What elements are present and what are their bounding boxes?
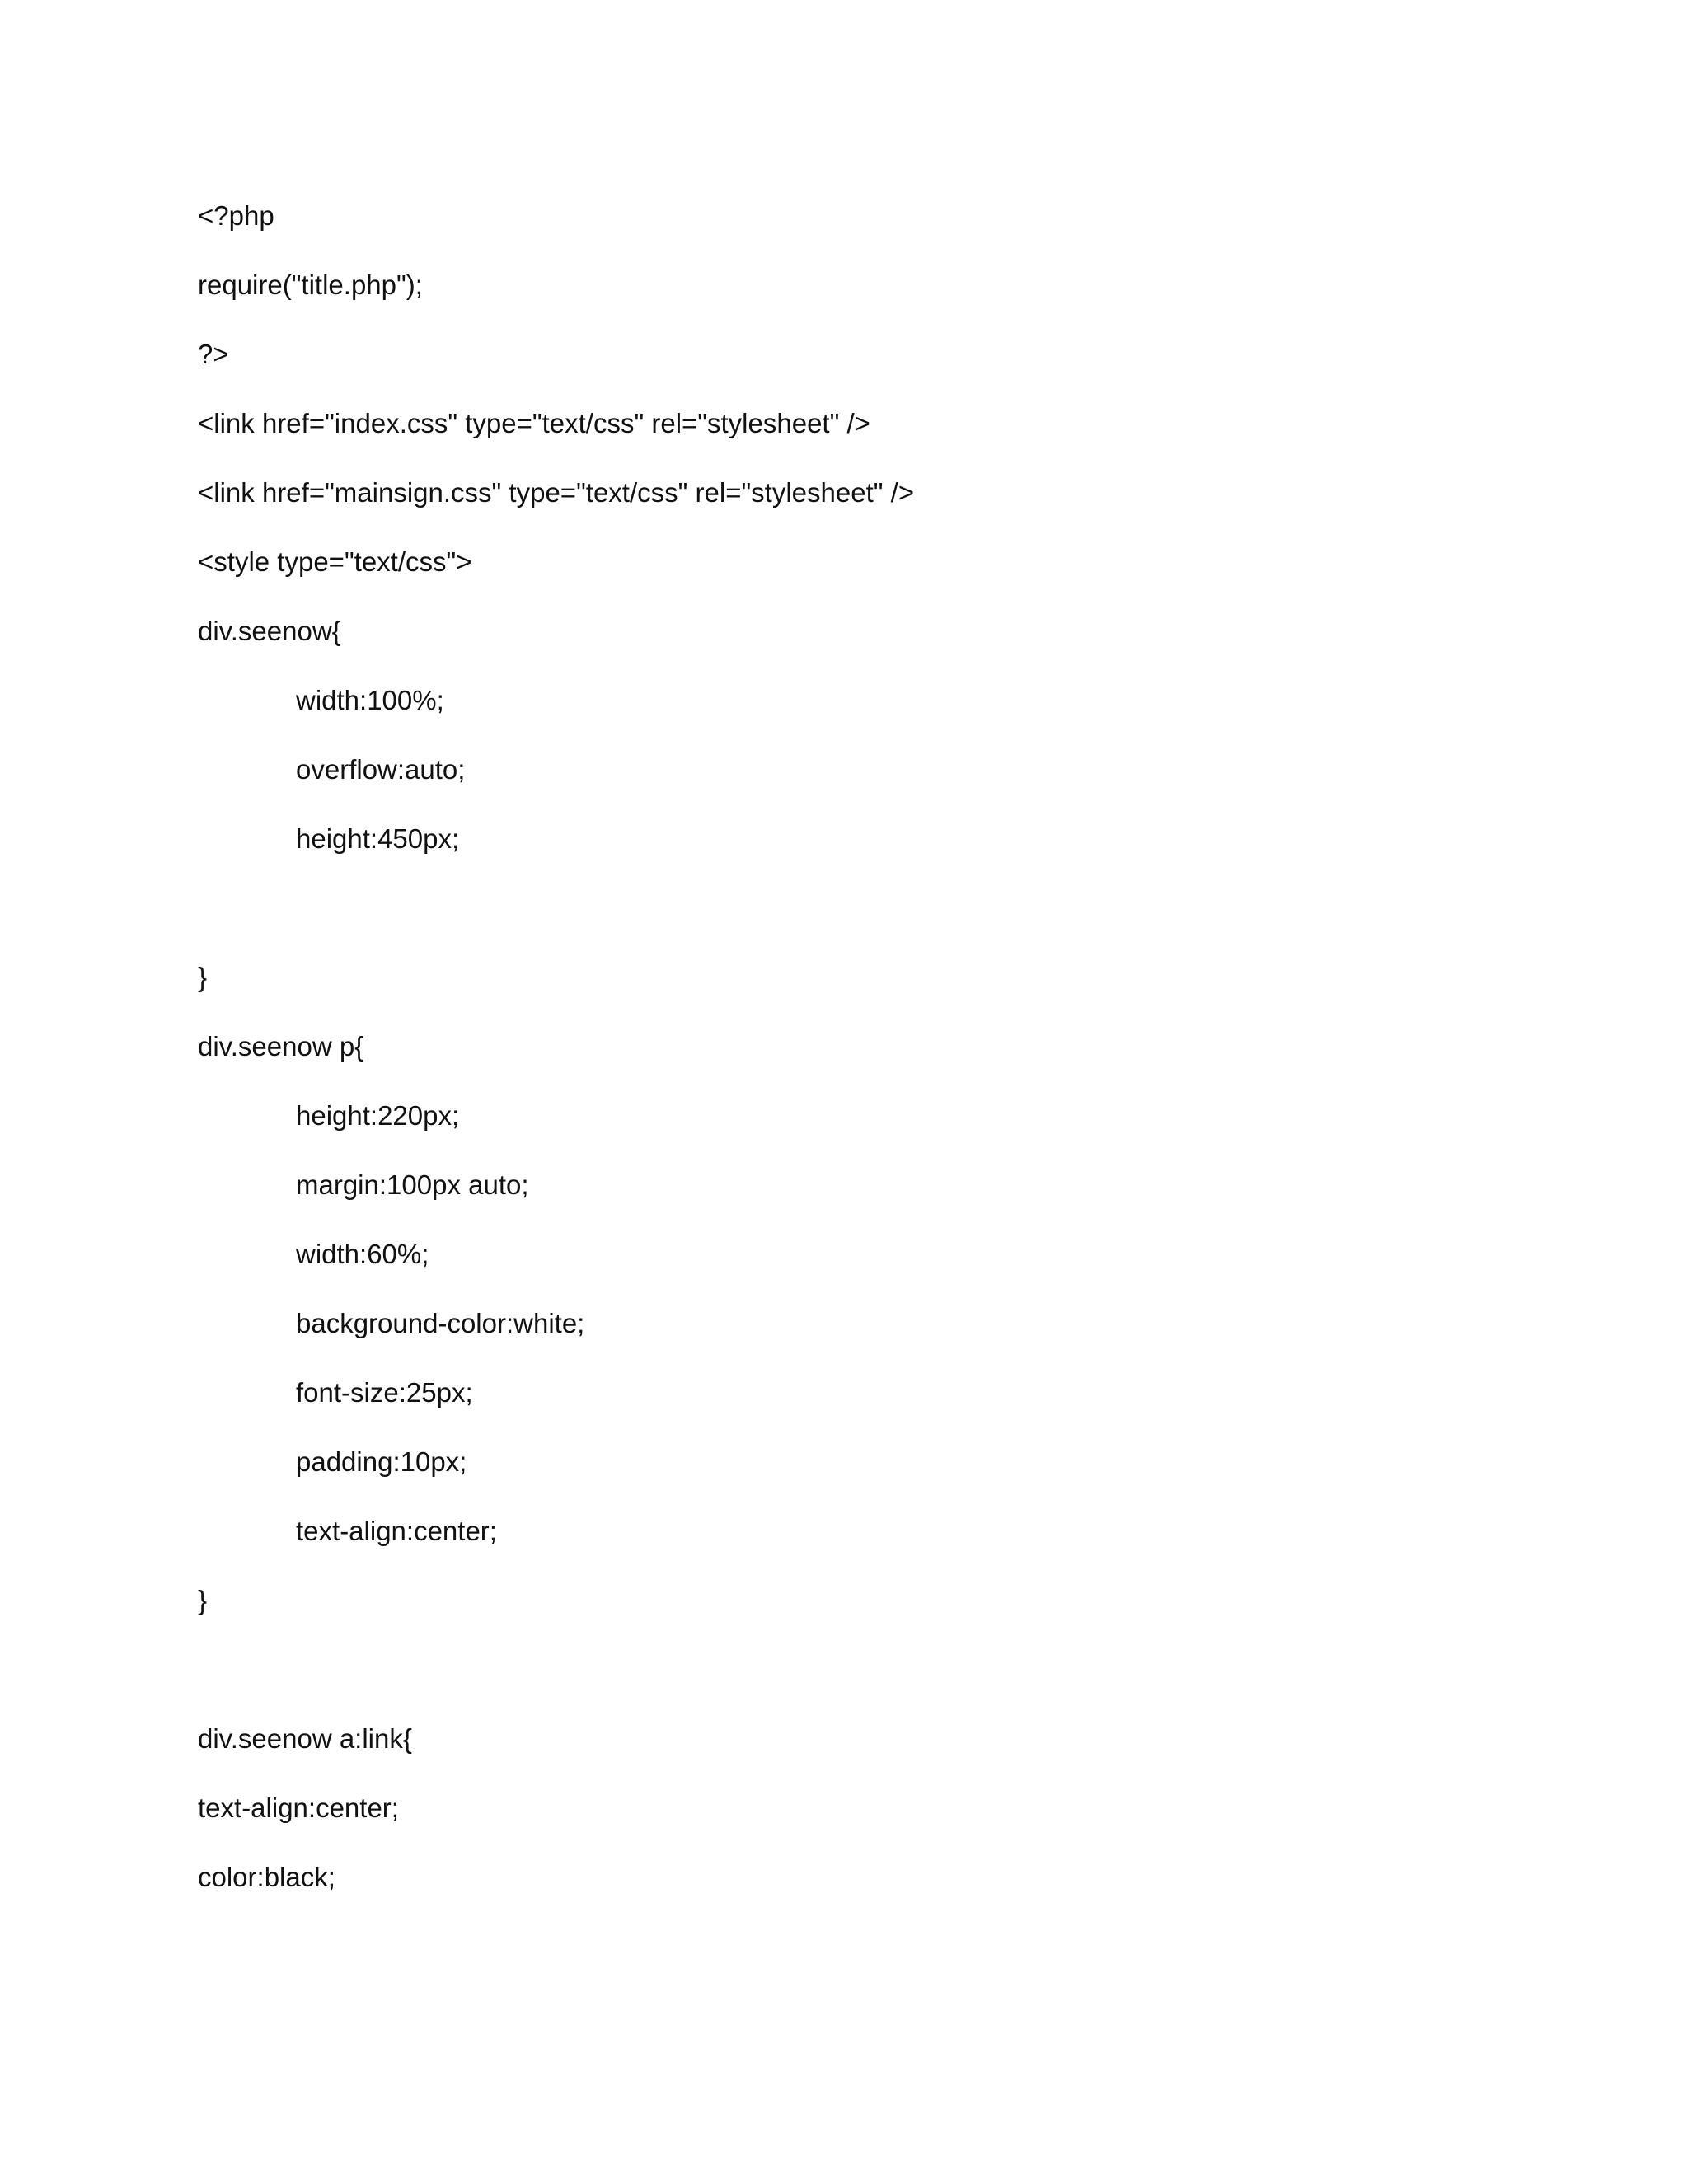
code-line: <style type="text/css"> <box>198 546 472 577</box>
code-line: width:100%; <box>296 685 444 715</box>
code-line: } <box>198 962 208 992</box>
code-line: font-size:25px; <box>296 1377 473 1408</box>
code-line: background-color:white; <box>296 1308 585 1338</box>
code-line: color:black; <box>198 1862 335 1892</box>
code-line: } <box>198 1585 208 1615</box>
code-line: padding:10px; <box>296 1446 467 1477</box>
code-line: ?> <box>198 339 229 369</box>
code-line: margin:100px auto; <box>296 1169 529 1200</box>
code-line: div.seenow{ <box>198 616 341 646</box>
code-line: height:450px; <box>296 823 460 854</box>
code-line: <?php <box>198 200 274 231</box>
code-listing <box>198 196 914 1927</box>
code-line: div.seenow p{ <box>198 1031 364 1062</box>
code-line: width:60%; <box>296 1239 429 1269</box>
code-line: text-align:center; <box>198 1793 399 1823</box>
code-line: <link href="mainsign.css" type="text/css" rel="stylesheet" /> <box>198 477 915 508</box>
code-line: text-align:center; <box>296 1516 497 1546</box>
code-line <box>198 888 914 958</box>
code-line <box>198 1650 914 1719</box>
code-line: <link href="index.css" type="text/css" rel="stylesheet" /> <box>198 408 870 438</box>
code-line: height:220px; <box>296 1100 460 1131</box>
code-line: overflow:auto; <box>296 754 466 785</box>
code-line: div.seenow a:link{ <box>198 1723 412 1754</box>
code-line: require("title.php"); <box>198 269 423 300</box>
